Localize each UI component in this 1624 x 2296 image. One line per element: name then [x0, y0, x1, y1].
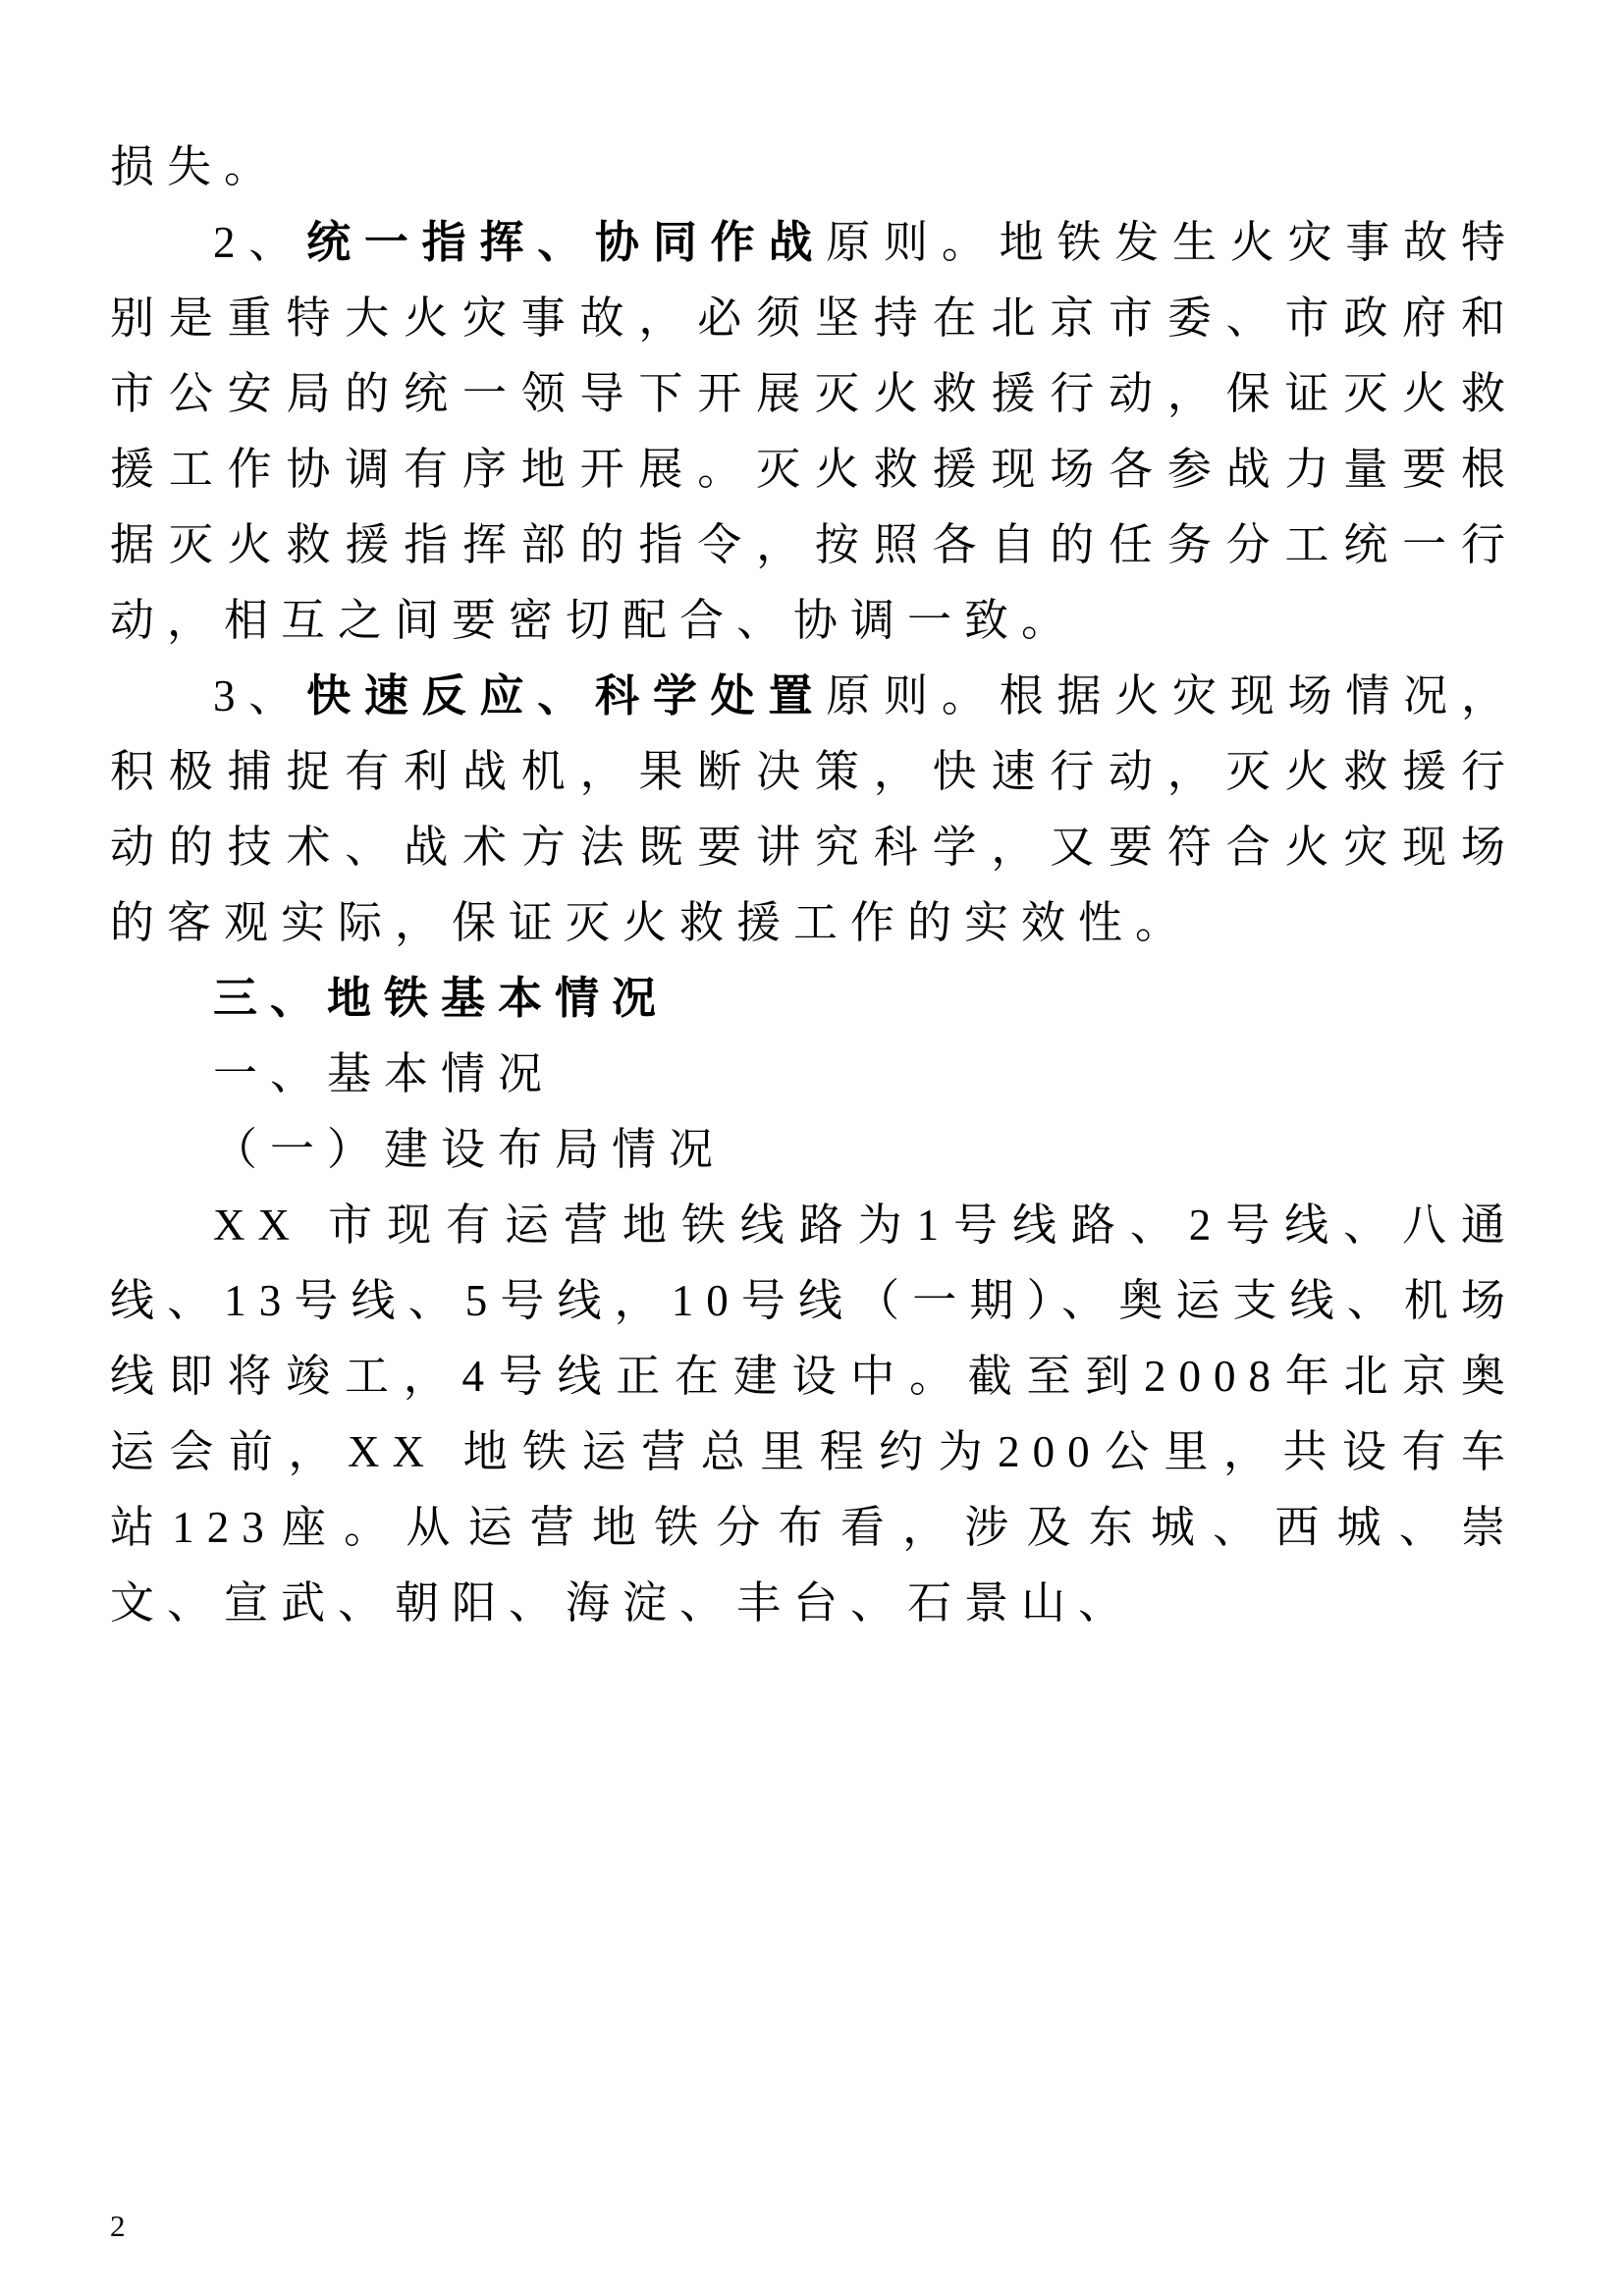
paragraph — [110, 659, 1518, 961]
text-run: （一）建设布局情况 — [213, 1125, 727, 1174]
page-number: 2 — [110, 2209, 126, 2243]
text-run: 2、 — [213, 218, 307, 267]
bold-text-run: 快速反应、科学处置 — [306, 671, 827, 721]
paragraph — [110, 961, 1518, 1037]
paragraph — [110, 1112, 1518, 1188]
bold-text-run: 三、地铁基本情况 — [213, 974, 670, 1023]
paragraph — [110, 1037, 1518, 1112]
text-run: 原则。根据火灾现场情况，积极捕捉有利战机，果断决策，快速行动，灭火救援行动的技术、战术方法既要讲究科学，又要符合火灾现场的客观实际，保证灭火救援工作的实效性。 — [110, 671, 1518, 947]
paragraph — [110, 130, 1518, 205]
document-body — [110, 130, 1518, 1641]
text-run: XX 市现有运营地铁线路为1号线路、2号线、八通线、13号线、5号线，10号线（一期）、奥运支线、机场线即将竣工，4号线正在建设中。截至到2008年北京奥运会前，XX 地铁运营总里程约为200公里，共设有车站123座。从运营地铁分布看，涉及东城、西城、崇文、宣武、朝阳、海淀、丰台、石景山、 — [110, 1201, 1518, 1628]
text-run: 一、基本情况 — [213, 1049, 556, 1098]
text-run: 损失。 — [110, 142, 282, 191]
text-run: 原则。地铁发生火灾事故特别是重特大火灾事故，必须坚持在北京市委、市政府和市公安局的统一领导下开展灭火救援行动，保证灭火救援工作协调有序地开展。灭火救援现场各参战力量要根据灭火救援指挥部的指令，按照各自的任务分工统一行动，相互之间要密切配合、协调一致。 — [110, 218, 1518, 645]
bold-text-run: 统一指挥、协同作战 — [306, 218, 827, 267]
text-run: 3、 — [213, 671, 307, 721]
paragraph — [110, 1188, 1518, 1641]
paragraph — [110, 205, 1518, 659]
